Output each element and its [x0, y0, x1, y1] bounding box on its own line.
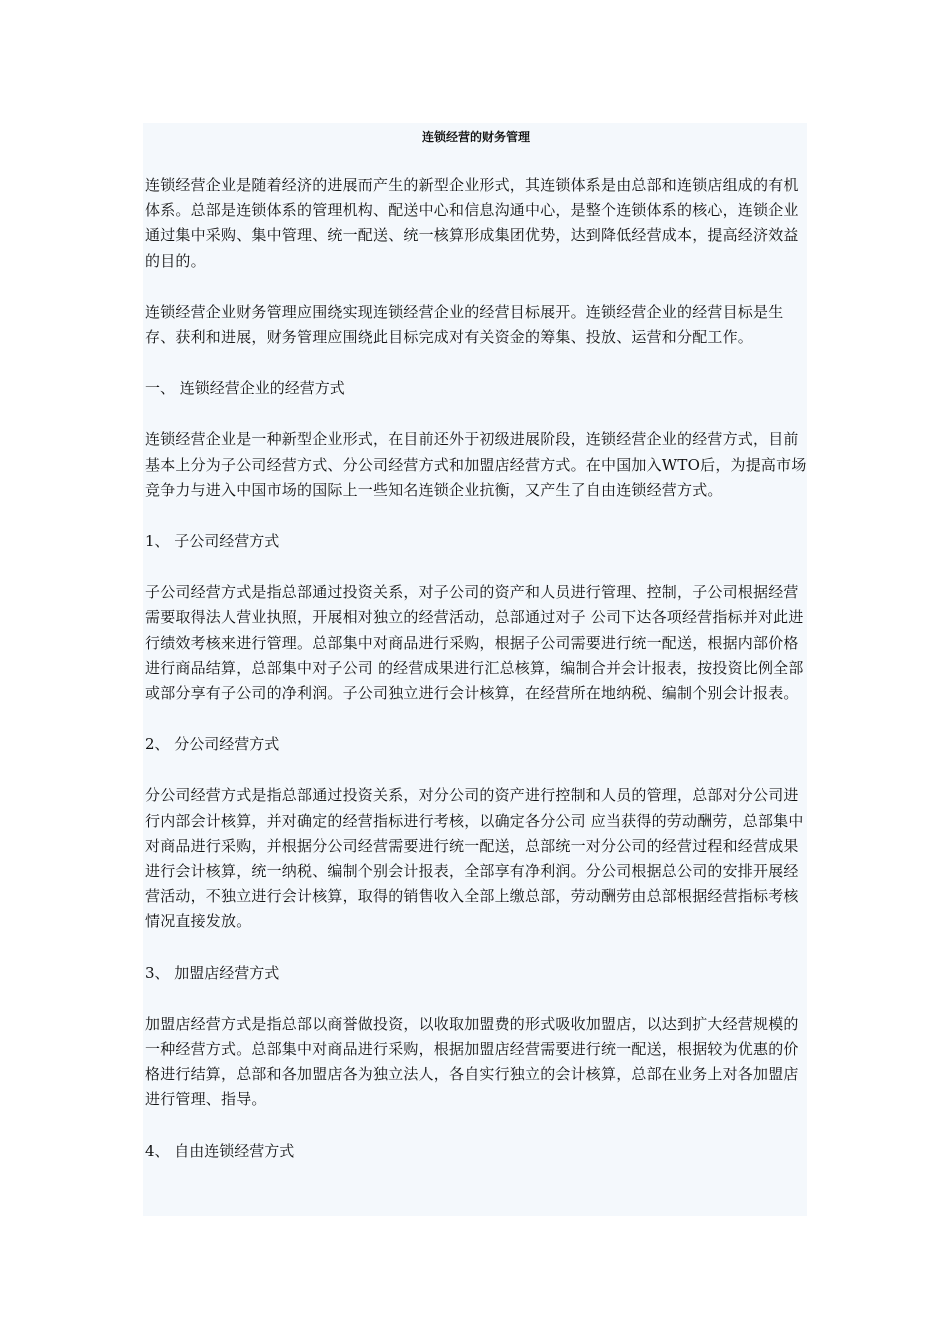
document-title: 连锁经营的财务管理 — [421, 130, 530, 144]
section-paragraph-business-modes: 连锁经营企业是一种新型企业形式，在目前还外于初级进展阶段，连锁经营企业的经营方式，目前基本上分为子公司经营方式、分公司经营方式和加盟店经营方式。在中国加入WTO后，为提高市场竞争力与进入中国市场的国际上一些知名连锁企业抗衡，又产生了自由连锁经营方式。 — [145, 430, 807, 499]
subsection-paragraph-subsidiary: 子公司经营方式是指总部通过投资关系，对子公司的资产和人员进行管理、控制，子公司根据经营需要取得法人营业执照，开展相对独立的经营活动，总部通过对子 公司下达各项经营指标并对此进行绩效考核来进行管理。总部集中对商品进行采购，根据子公司需要进行统一配送，根据内部价格进行商品结算，总部集中对子公司 的经营成果进行汇总核算，编制合并会计报表，按投资比例全部或部分享有子公司的净利润。子公司独立进行会计核算，在经营所在地纳税、编制个别会计报表。 — [145, 583, 804, 703]
intro-paragraph-2: 连锁经营企业财务管理应围绕实现连锁经营企业的经营目标展开。连锁经营企业的经营目标是生存、获利和进展，财务管理应围绕此目标完成对有关资金的筹集、投放、运营和分配工作。 — [145, 302, 784, 347]
subsection-heading-branch: 2、 分公司经营方式 — [145, 735, 280, 754]
subsection-heading-franchise: 3、 加盟店经营方式 — [145, 963, 280, 982]
section-heading-business-modes: 一、 连锁经营企业的经营方式 — [145, 379, 345, 398]
subsection-paragraph-branch: 分公司经营方式是指总部通过投资关系，对分公司的资产进行控制和人员的管理，总部对分公司进行内部会计核算，并对确定的经营指标进行考核，以确定各分公司 应当获得的劳动酬劳，总部集中对商品进行采购，并根据分公司经营需要进行统一配送，总部统一对分公司的经营过程和经营成果进行会计核算，统一纳税、编制个别会计报表，全部享有净利润。分公司根据总公司的安排开展经营活动，不独立进行会计核算，取得的销售收入全部上缴总部，劳动酬劳由总部根据经营指标考核情况直接发放。 — [145, 786, 804, 931]
document-body — [143, 123, 807, 1216]
subsection-heading-subsidiary: 1、 子公司经营方式 — [145, 532, 280, 551]
intro-paragraph-1: 连锁经营企业是随着经济的进展而产生的新型企业形式，其连锁体系是由总部和连锁店组成的有机体系。总部是连锁体系的管理机构、配送中心和信息沟通中心，是整个连锁体系的核心，连锁企业通过集中采购、集中管理、统一配送、统一核算形成集团优势，达到降低经营成本，提高经济效益的目的。 — [145, 176, 799, 270]
subsection-heading-voluntary-chain: 4、 自由连锁经营方式 — [145, 1141, 295, 1160]
subsection-paragraph-franchise: 加盟店经营方式是指总部以商誉做投资，以收取加盟费的形式吸收加盟店，以达到扩大经营规模的一种经营方式。总部集中对商品进行采购，根据加盟店经营需要进行统一配送，根据较为优惠的价格进行结算，总部和各加盟店各为独立法人，各自实行独立的会计核算，总部在业务上对各加盟店进行管理、指导。 — [145, 1014, 799, 1109]
